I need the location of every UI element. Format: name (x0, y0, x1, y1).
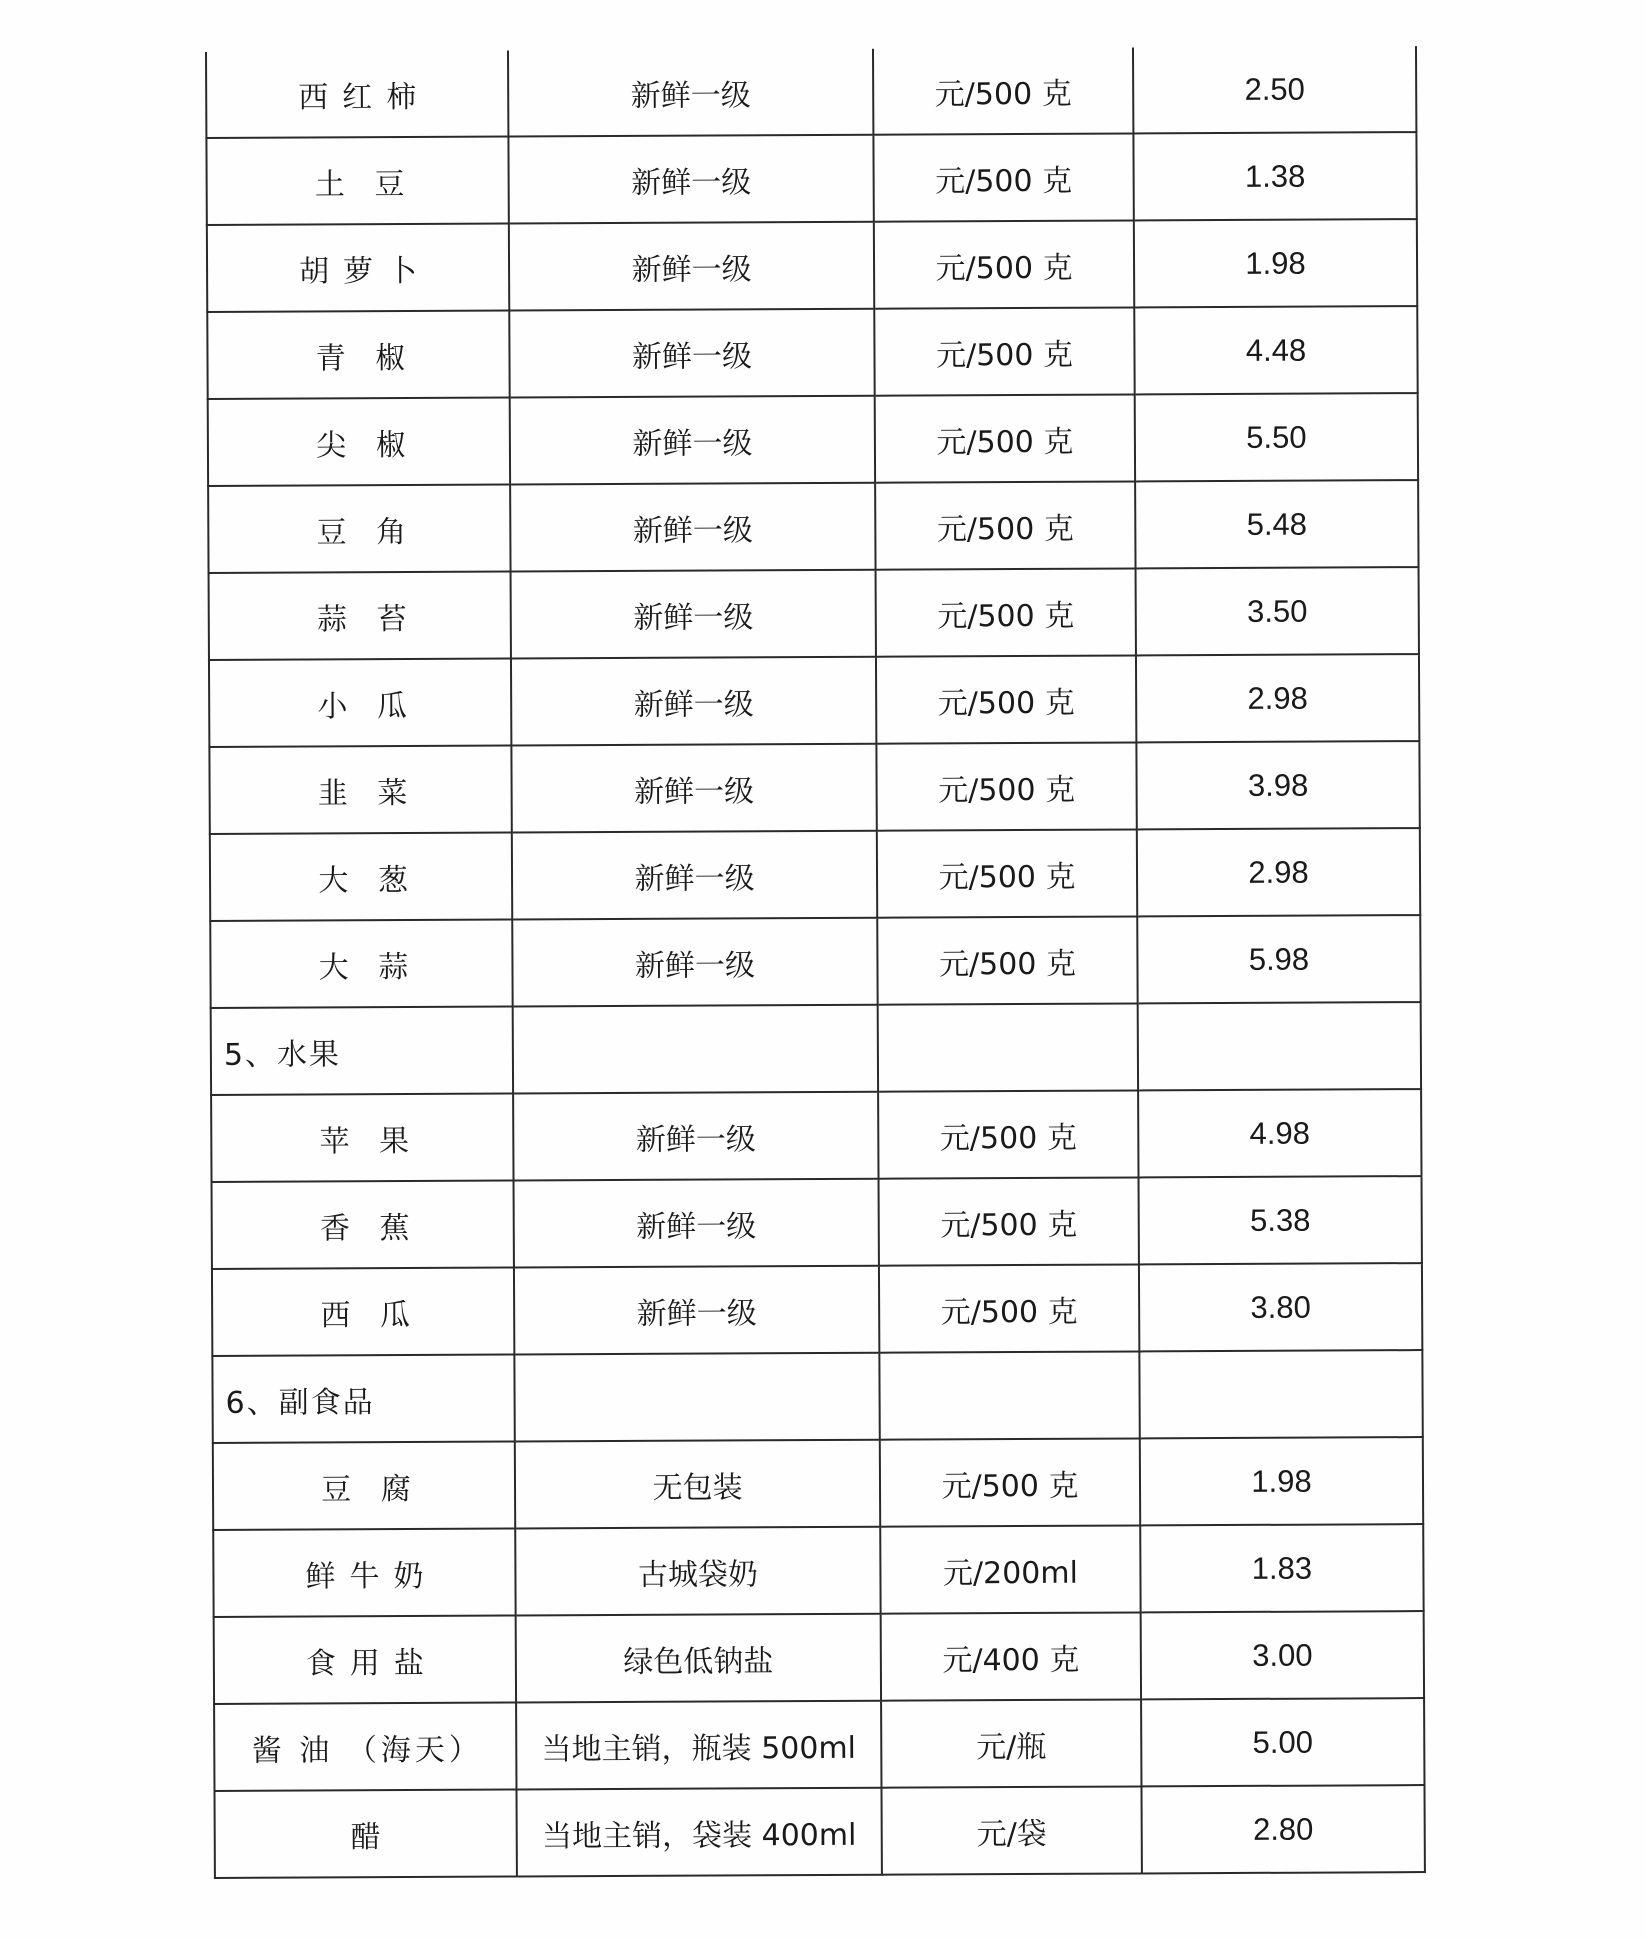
item-unit: 元/袋 (881, 1786, 1141, 1874)
item-price: 1.98 (1140, 1437, 1423, 1525)
table-row (210, 828, 1420, 921)
table-row (206, 46, 1416, 138)
empty-cell (879, 1351, 1139, 1439)
item-unit: 元/500 克 (874, 220, 1134, 308)
item-name: 小 瓜 (209, 659, 511, 747)
item-unit: 元/500 克 (876, 655, 1136, 743)
item-unit: 元/500 克 (877, 916, 1137, 1004)
table-row (208, 393, 1418, 486)
item-price: 3.80 (1139, 1263, 1422, 1351)
item-spec: 新鲜一级 (512, 918, 877, 1007)
item-price: 2.98 (1137, 828, 1420, 916)
item-price: 3.98 (1136, 741, 1419, 829)
item-unit: 元/500 克 (880, 1438, 1140, 1526)
item-unit: 元/500 克 (875, 394, 1135, 482)
item-price: 5.48 (1135, 480, 1418, 568)
table-row (210, 915, 1420, 1008)
table-row (209, 654, 1419, 747)
table-row (213, 1524, 1423, 1617)
category-label: 6、副食品 (212, 1355, 514, 1443)
item-unit: 元/500 克 (877, 829, 1137, 917)
item-unit: 元/500 克 (876, 568, 1136, 656)
price-table (205, 46, 1426, 1879)
empty-cell (1138, 1002, 1421, 1090)
item-price: 3.50 (1136, 567, 1419, 655)
item-unit: 元/500 克 (874, 307, 1134, 395)
item-name: 苹 果 (211, 1094, 513, 1182)
item-name: 豆 角 (208, 485, 510, 573)
item-spec: 新鲜一级 (509, 309, 874, 398)
item-name: 西红柿 (206, 51, 508, 138)
item-spec: 新鲜一级 (510, 396, 875, 485)
table-row (214, 1698, 1424, 1791)
item-unit: 元/400 克 (881, 1612, 1141, 1700)
empty-cell (878, 1003, 1138, 1091)
table-row (213, 1437, 1423, 1530)
item-spec: 无包装 (515, 1440, 880, 1529)
item-spec: 新鲜一级 (509, 222, 874, 311)
item-name: 胡萝卜 (207, 224, 509, 312)
item-unit: 元/500 克 (873, 47, 1133, 134)
table-row (208, 480, 1418, 573)
item-spec: 新鲜一级 (510, 483, 875, 572)
item-spec: 新鲜一级 (511, 570, 876, 659)
item-price: 2.80 (1141, 1785, 1424, 1873)
item-spec: 新鲜一级 (511, 657, 876, 746)
category-row (211, 1002, 1421, 1095)
table-row (207, 219, 1417, 312)
item-name: 醋 (214, 1789, 516, 1877)
item-spec: 绿色低钠盐 (516, 1614, 881, 1703)
table-row (206, 132, 1416, 225)
item-spec: 新鲜一级 (512, 831, 877, 920)
item-unit: 元/500 克 (878, 1090, 1138, 1178)
item-name: 尖 椒 (208, 398, 510, 486)
item-price: 1.83 (1140, 1524, 1423, 1612)
item-price: 5.38 (1139, 1176, 1422, 1264)
item-name: 食用盐 (214, 1616, 516, 1704)
item-unit: 元/500 克 (879, 1177, 1139, 1265)
item-name: 香 蕉 (212, 1181, 514, 1269)
table-row (207, 306, 1417, 399)
item-spec: 当地主销，袋装 400ml (516, 1788, 881, 1877)
table-row (212, 1176, 1422, 1269)
item-price: 5.98 (1137, 915, 1420, 1003)
item-name: 豆 腐 (213, 1442, 515, 1530)
item-spec: 新鲜一级 (514, 1266, 879, 1355)
item-name: 大 葱 (210, 833, 512, 921)
item-name: 酱 油 （海天） (214, 1702, 516, 1790)
category-label: 5、水果 (211, 1007, 513, 1095)
item-name: 土 豆 (206, 137, 508, 225)
item-unit: 元/瓶 (881, 1699, 1141, 1787)
category-row (212, 1350, 1422, 1443)
item-spec: 古城袋奶 (515, 1527, 880, 1616)
item-price: 5.50 (1135, 393, 1418, 481)
table-row (209, 567, 1419, 660)
item-unit: 元/500 克 (876, 742, 1136, 830)
item-price: 1.38 (1133, 132, 1416, 220)
item-price: 2.50 (1133, 46, 1416, 133)
table-row (211, 1089, 1421, 1182)
item-spec: 新鲜一级 (514, 1179, 879, 1268)
item-name: 青 椒 (207, 311, 509, 399)
empty-cell (513, 1005, 878, 1094)
item-name: 鲜牛奶 (213, 1529, 515, 1617)
item-name: 蒜 苔 (209, 572, 511, 660)
item-spec: 新鲜一级 (508, 135, 873, 224)
item-price: 4.98 (1138, 1089, 1421, 1177)
item-unit: 元/500 克 (879, 1264, 1139, 1352)
item-spec: 新鲜一级 (513, 1092, 878, 1181)
item-unit: 元/500 克 (875, 481, 1135, 569)
item-spec: 新鲜一级 (511, 744, 876, 833)
table-row (214, 1611, 1424, 1704)
item-name: 韭 菜 (209, 746, 511, 834)
item-price: 3.00 (1141, 1611, 1424, 1699)
item-price: 1.98 (1134, 219, 1417, 307)
item-price: 4.48 (1134, 306, 1417, 394)
item-name: 西 瓜 (212, 1268, 514, 1356)
table-row (209, 741, 1419, 834)
item-spec: 新鲜一级 (508, 49, 873, 137)
empty-cell (1139, 1350, 1422, 1438)
table-row (214, 1785, 1424, 1878)
empty-cell (514, 1353, 879, 1442)
item-unit: 元/500 克 (873, 133, 1133, 221)
item-price: 5.00 (1141, 1698, 1424, 1786)
item-price: 2.98 (1136, 654, 1419, 742)
item-name: 大 蒜 (210, 920, 512, 1008)
item-unit: 元/200ml (880, 1525, 1140, 1613)
table-row (212, 1263, 1422, 1356)
item-spec: 当地主销，瓶装 500ml (516, 1701, 881, 1790)
